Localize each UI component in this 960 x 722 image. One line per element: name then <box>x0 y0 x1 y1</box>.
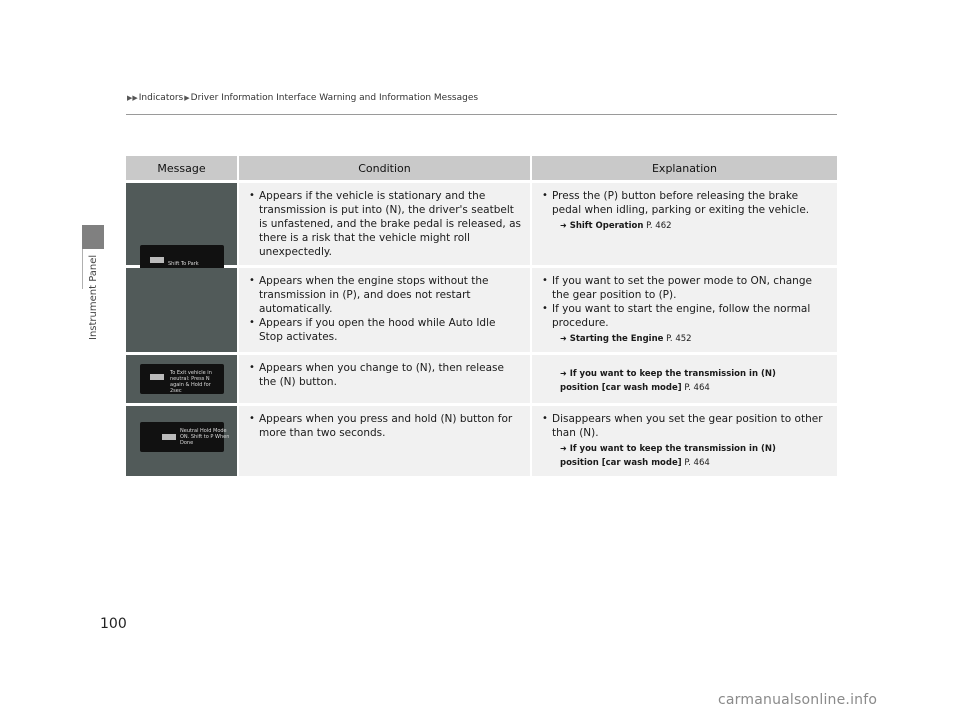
display-screen <box>140 364 224 394</box>
breadcrumb-item[interactable]: Indicators <box>138 93 184 103</box>
header-message: Message <box>126 156 237 180</box>
reference-title-continued: position [car wash mode] <box>560 383 682 393</box>
message-image <box>126 406 237 476</box>
reference-arrow-icon: ➜ <box>560 444 567 453</box>
watermark[interactable]: carmanualsonline.info <box>718 692 878 708</box>
explanation-item: • Disappears when you set the gear position to other than (N). <box>552 412 829 440</box>
reference-title: Starting the Engine <box>569 334 664 344</box>
explanation-item: • If you want to start the engine, follow the normal procedure. <box>552 302 829 330</box>
condition-item: • Appears when you press and hold (N) button for more than two seconds. <box>259 412 522 440</box>
condition-item: • Appears if you open the hood while Auto Idle Stop activates. <box>259 316 522 344</box>
condition-cell <box>237 268 530 352</box>
table-row <box>126 355 837 403</box>
header-condition: Condition <box>237 156 530 180</box>
condition-cell <box>237 406 530 476</box>
condition-cell <box>237 355 530 403</box>
section-tab <box>82 225 104 249</box>
gear-indicator <box>162 434 176 440</box>
explanation-item: • Press the (P) button before releasing the brake pedal when idling, parking or exiting the vehicle. <box>552 189 829 217</box>
reference-title-continued: position [car wash mode] <box>560 458 682 468</box>
reference-arrow-icon: ➜ <box>560 334 567 343</box>
display-screen <box>140 422 230 452</box>
reference-title: If you want to keep the transmission in (N) <box>569 369 776 379</box>
page-reference[interactable] <box>560 442 829 470</box>
reference-arrow-icon: ➜ <box>560 369 567 378</box>
explanation-cell <box>530 355 837 403</box>
table-row <box>126 183 837 265</box>
message-image <box>126 183 237 265</box>
condition-cell <box>237 183 530 265</box>
message-image <box>126 268 237 352</box>
explanation-item: • If you want to set the power mode to ON, change the gear position to (P). <box>552 274 829 302</box>
screen-text: To Exit vehicle in neutral: Press N again & Hold for 2sec <box>170 370 212 394</box>
page-reference[interactable] <box>560 332 829 346</box>
table-row <box>126 406 837 476</box>
explanation-cell <box>530 406 837 476</box>
table-row <box>126 268 837 352</box>
reference-page: P. 464 <box>684 458 710 468</box>
screen-text: Shift To Park <box>168 261 199 267</box>
breadcrumb-arrow-icon: ▶▶ <box>127 94 138 102</box>
reference-title: Shift Operation <box>569 221 644 231</box>
condition-item: • Appears if the vehicle is stationary and the transmission is put into (N), the driver's seatbelt is unfastened, and the brake pedal is released, as there is a risk that the vehicle might roll unexpectedly. <box>259 189 522 259</box>
condition-item: • Appears when you change to (N), then release the (N) button. <box>259 361 522 389</box>
gear-indicator <box>150 257 164 263</box>
reference-page: P. 464 <box>684 383 710 393</box>
gear-indicator <box>150 374 164 380</box>
message-image <box>126 355 237 403</box>
screen-text: Neutral Hold Mode ON. Shift to P When Done <box>180 428 230 446</box>
breadcrumb-item[interactable]: Driver Information Interface Warning and Information Messages <box>190 93 479 103</box>
reference-arrow-icon: ➜ <box>560 221 567 230</box>
messages-table <box>126 156 837 476</box>
header-rule <box>126 114 837 115</box>
explanation-cell <box>530 268 837 352</box>
breadcrumb-arrow-icon: ▶ <box>184 94 190 102</box>
explanation-cell <box>530 183 837 265</box>
section-divider <box>82 249 83 289</box>
page-reference[interactable] <box>560 367 829 395</box>
reference-page: P. 452 <box>666 334 692 344</box>
reference-title: If you want to keep the transmission in (N) <box>569 444 776 454</box>
page-reference[interactable] <box>560 219 829 233</box>
header-explanation: Explanation <box>530 156 837 180</box>
page-number: 100 <box>100 616 127 632</box>
section-label: Instrument Panel <box>88 254 99 340</box>
reference-page: P. 462 <box>646 221 672 231</box>
breadcrumb <box>126 93 478 103</box>
condition-item: • Appears when the engine stops without the transmission in (P), and does not restart automatically. <box>259 274 522 316</box>
